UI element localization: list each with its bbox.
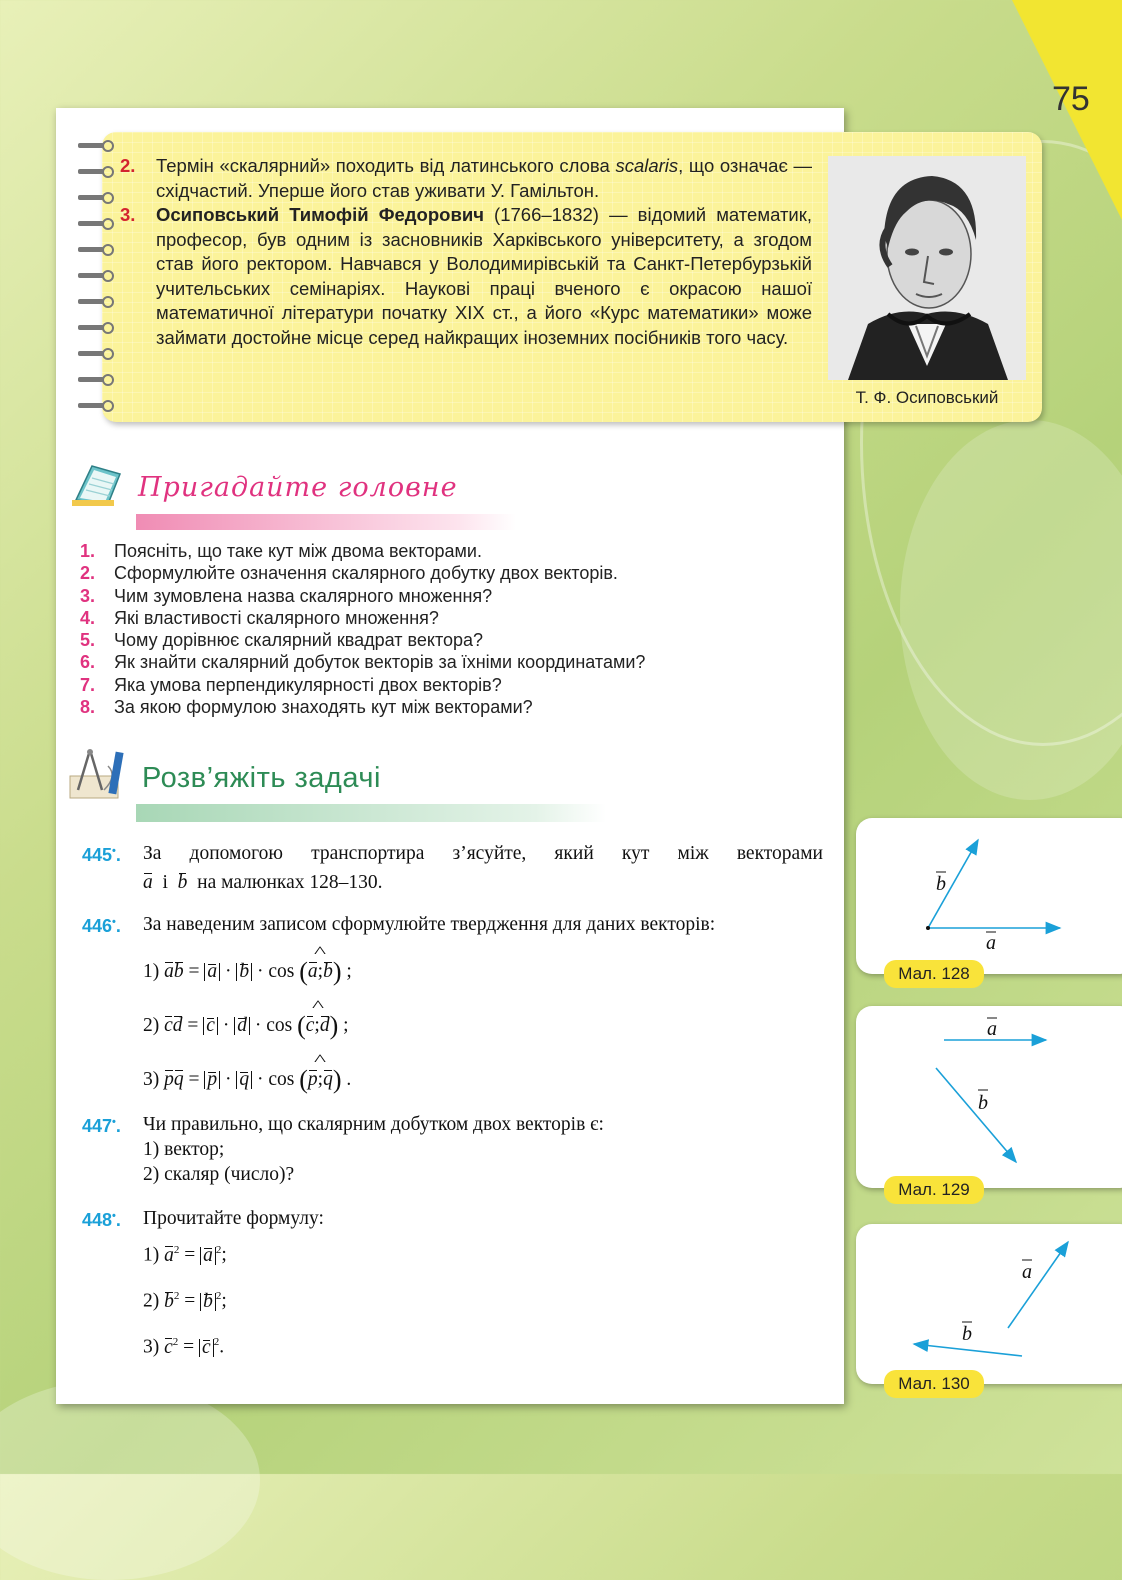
problem-number: 446•. xyxy=(82,916,121,936)
problem-number: 448•. xyxy=(82,1210,121,1230)
figure-label: Мал. 130 xyxy=(884,1370,984,1398)
figure-128 xyxy=(856,818,1122,974)
spiral-ring xyxy=(78,192,112,202)
problem-445-text-2: a і b на малюнках 128–130. xyxy=(143,872,383,893)
list-item: 1. Поясніть, що таке кут між двома векторами. xyxy=(80,541,482,561)
spiral-ring xyxy=(78,166,112,176)
list-item: 4. Які властивості скалярного множення? xyxy=(80,607,439,628)
section-title-solve: Розв’яжіть задачі xyxy=(142,762,381,794)
note-item: 2. Термін «скалярний» походить від латинського слова scalaris, що означає — східчастий. Уперше його став уживати У. Гамільтон. xyxy=(120,155,812,201)
figure-label: Мал. 128 xyxy=(884,960,984,988)
problem-447-option-2: 2) скаляр (число)? xyxy=(143,1164,295,1185)
vector-a-arrow xyxy=(1008,1242,1068,1328)
spiral-ring xyxy=(78,348,112,358)
list-item: 3. Чим зумовлена назва скалярного множення? xyxy=(80,585,493,606)
list-item: 6. Як знайти скалярний добуток векторів за їхніми координатами? xyxy=(80,652,646,673)
problem-number: 447•. xyxy=(82,1116,121,1136)
problem-number: 445•. xyxy=(82,845,121,865)
vector-a-label: a xyxy=(987,1018,997,1040)
spiral-ring xyxy=(78,374,112,384)
formula-1: 1) ab = a · b · cos (a;b ^) ; xyxy=(143,957,352,987)
spiral-ring xyxy=(78,218,112,228)
formula-2: 2) cd = c · d · cos (c;d ^) ; xyxy=(143,1011,349,1041)
formula-3: 3) pq = p · q · cos (p;q ^) . xyxy=(143,1065,351,1095)
recall-question-list xyxy=(80,540,645,718)
vector-b-label: b xyxy=(962,1323,972,1345)
note-item-number: 2. xyxy=(120,155,136,176)
notebook-icon xyxy=(72,460,124,508)
background-shape xyxy=(0,1380,260,1580)
portrait-caption: Т. Ф. Осиповський xyxy=(855,388,999,407)
section-underline xyxy=(136,514,516,530)
spiral-ring xyxy=(78,322,112,332)
section-title-recall: Пригадайте головне xyxy=(138,472,458,503)
problem-447-text: Чи правильно, що скалярним добутком двох векторів є: xyxy=(143,1114,604,1135)
spiral-ring xyxy=(78,400,112,410)
figure-129 xyxy=(856,1006,1122,1188)
vector-a-label: a xyxy=(1022,1261,1032,1283)
note-item-number: 3. xyxy=(120,204,136,225)
problem-446-text: За наведеним записом сформулюйте твердження для даних векторів: xyxy=(143,914,716,935)
page-number: 75 xyxy=(1052,80,1090,118)
vector-b-label: b xyxy=(978,1092,988,1114)
list-item: 2. Сформулюйте означення скалярного добутку двох векторів. xyxy=(80,563,618,584)
vector-b-arrow xyxy=(914,1344,1022,1356)
compass-ruler-icon xyxy=(68,746,128,802)
section-underline xyxy=(136,804,606,822)
problem-448-text: Прочитайте формулу: xyxy=(143,1208,324,1229)
problem-445-text: За допомогою транспортира з’ясуйте, який кут між векторами xyxy=(143,843,823,864)
note-item: 3. Осиповський Тимофій Федорович (1766–1832) — відомий математик, професор, був одним із засновників Харківського університету, а згодом став його ректором. Навчався у Володимирівській та Санкт-Петербурзькій учительських семінаріях. Наукові праці вченого є окрасою нашої математичної літератури початку XIX ст., а його «Курс математики» може займати достойне місце серед найкращих іноземних посібників того часу. xyxy=(120,204,812,348)
portrait-image xyxy=(828,156,1026,380)
vector-a-label: a xyxy=(986,932,996,954)
list-item: 8. За якою формулою знаходять кут між векторами? xyxy=(80,697,533,718)
spiral-ring xyxy=(78,244,112,254)
figure-130 xyxy=(856,1224,1122,1384)
note-text xyxy=(120,154,812,350)
list-item: 5. Чому дорівнює скалярний квадрат вектора? xyxy=(80,630,484,651)
figure-label: Мал. 129 xyxy=(884,1176,984,1204)
spiral-ring xyxy=(78,270,112,280)
vector-b-arrow xyxy=(936,1068,1016,1162)
problem-447-option-1: 1) вектор; xyxy=(143,1139,225,1160)
list-item: 7. Яка умова перпендикулярності двох векторів? xyxy=(80,674,502,695)
formula-square-2: 2) $b^2 = b$ $^2$; xyxy=(143,1290,227,1312)
spiral-ring xyxy=(78,296,112,306)
formula-square-3: 3) $c^2 = c$ $^2$. xyxy=(143,1336,225,1358)
formula-square-1: 1) $a^2 = a$ $^2$; xyxy=(143,1244,227,1266)
spiral-ring xyxy=(78,140,112,150)
vector-b-label: b xyxy=(936,873,946,895)
